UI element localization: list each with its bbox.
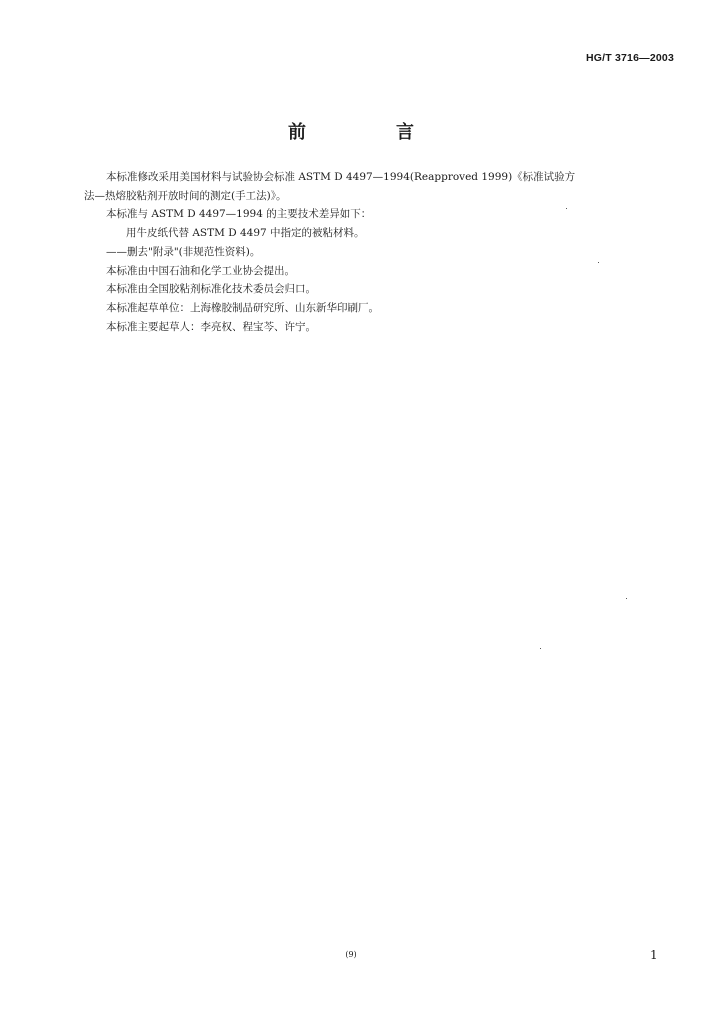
standard-code: HG/T 3716—2003: [585, 52, 674, 64]
paragraph-line: 本标准由中国石油和化学工业协会提出。: [106, 264, 295, 277]
page-number: (9): [345, 950, 357, 959]
scan-speck: [598, 262, 599, 263]
paragraph-line: 本标准由全国胶粘剂标准化技术委员会归口。: [106, 283, 316, 296]
paragraph-line: 本标准与 ASTM D 4497—1994 的主要技术差异如下：: [106, 208, 372, 221]
corner-mark: 1: [650, 948, 658, 962]
paragraph-line: 用牛皮纸代替 ASTM D 4497 中指定的被粘材料。: [126, 227, 365, 240]
paragraph-line: 本标准起草单位：上海橡胶制品研究所、山东新华印刷厂。: [106, 301, 379, 314]
page-title: 前 言: [288, 122, 450, 143]
paragraph-line: 本标准主要起草人：李亮权、程宝芩、许宁。: [106, 320, 316, 333]
scan-speck: [626, 598, 627, 599]
paragraph-line: ——删去"附录"(非规范性资料)。: [106, 245, 261, 258]
paragraph-line: 法—热熔胶粘剂开放时间的测定(手工法)》。: [84, 189, 287, 202]
paragraph-line: 本标准修改采用美国材料与试验协会标准 ASTM D 4497—1994(Reapproved 1999)《标准试验方: [106, 171, 576, 183]
foreword-body: [84, 168, 684, 336]
scan-speck: [566, 208, 567, 209]
scan-speck: [540, 648, 541, 649]
